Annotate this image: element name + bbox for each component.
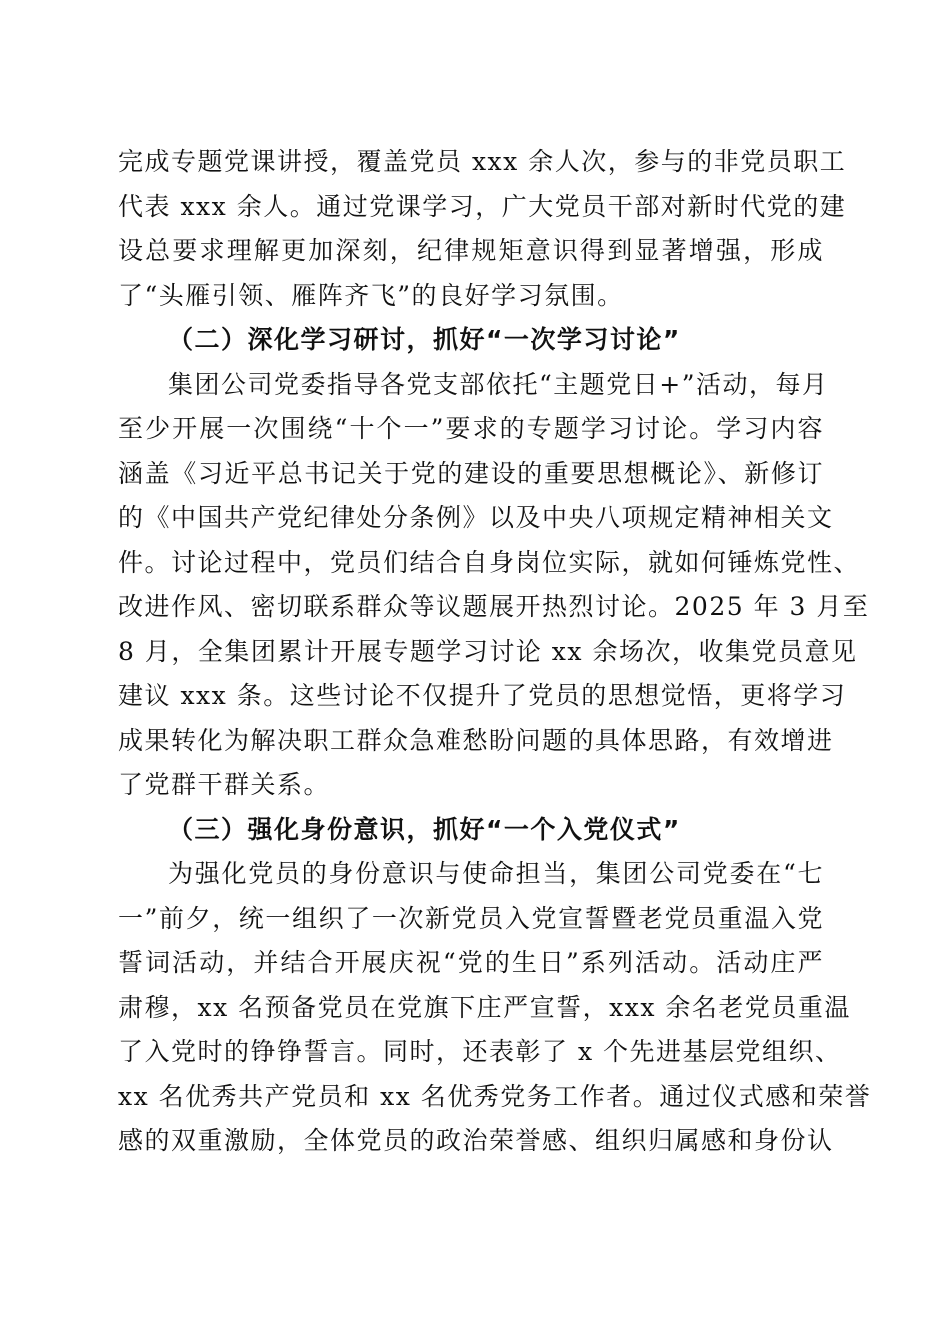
text-line: 完成专题党课讲授，覆盖党员 xxx 余人次，参与的非党员职工 [118, 147, 847, 176]
text-line: 的《中国共产党纪律处分条例》以及中央八项规定精神相关文 [118, 503, 834, 532]
text-line: xx 名优秀共产党员和 xx 名优秀党务工作者。通过仪式感和荣誉 [118, 1081, 872, 1111]
document-body [118, 140, 872, 1164]
text-line: 8 月，全集团累计开展专题学习讨论 xx 余场次，收集党员意见 [118, 636, 858, 666]
text-line: 了党群干群关系。 [118, 770, 331, 799]
text-line: 肃穆，xx 名预备党员在党旗下庄严宣誓，xxx 余名老党员重温 [118, 992, 851, 1022]
text-line: 改进作风、密切联系群众等议题展开热烈讨论。2025 年 3 月至 [118, 592, 870, 621]
text-line: 为强化党员的身份意识与使命担当，集团公司党委在“七 [168, 859, 824, 888]
text-line: 誓词活动，并结合开展庆祝“党的生日”系列活动。活动庄严 [118, 948, 824, 977]
paragraph-party-lecture [118, 140, 847, 318]
text-line: 设总要求理解更加深刻，纪律规矩意识得到显著增强，形成 [118, 236, 824, 265]
text-line: 建议 xxx 条。这些讨论不仅提升了党员的思想觉悟，更将学习 [118, 681, 847, 710]
text-line: 集团公司党委指导各党支部依托“主题党日+”活动，每月 [168, 369, 829, 399]
paragraph-study-discussion [118, 363, 870, 808]
section-heading-oath-ceremony: （三）强化身份意识，抓好“一个入党仪式” [168, 814, 681, 844]
text-line: 感的双重激励，全体党员的政治荣誉感、组织归属感和身份认 [118, 1126, 834, 1155]
text-line: 代表 xxx 余人。通过党课学习，广大党员干部对新时代党的建 [118, 191, 847, 221]
text-line: 至少开展一次围绕“十个一”要求的专题学习讨论。学习内容 [118, 414, 824, 443]
section-heading-study-discussion: （二）深化学习研讨，抓好“一次学习讨论” [168, 325, 681, 354]
text-line: 了入党时的铮铮誓言。同时，还表彰了 x 个先进基层党组织、 [118, 1037, 842, 1066]
text-line: 了“头雁引领、雁阵齐飞”的良好学习氛围。 [118, 280, 624, 310]
text-line: 涵盖《习近平总书记关于党的建设的重要思想概论》、新修订 [118, 458, 824, 488]
text-line: 件。讨论过程中，党员们结合自身岗位实际，就如何锤炼党性、 [118, 547, 861, 577]
text-line: 一”前夕，统一组织了一次新党员入党宣誓暨老党员重温入党 [118, 903, 824, 933]
text-line: 成果转化为解决职工群众急难愁盼问题的具体思路，有效增进 [118, 725, 834, 755]
paragraph-oath-ceremony [118, 852, 872, 1164]
